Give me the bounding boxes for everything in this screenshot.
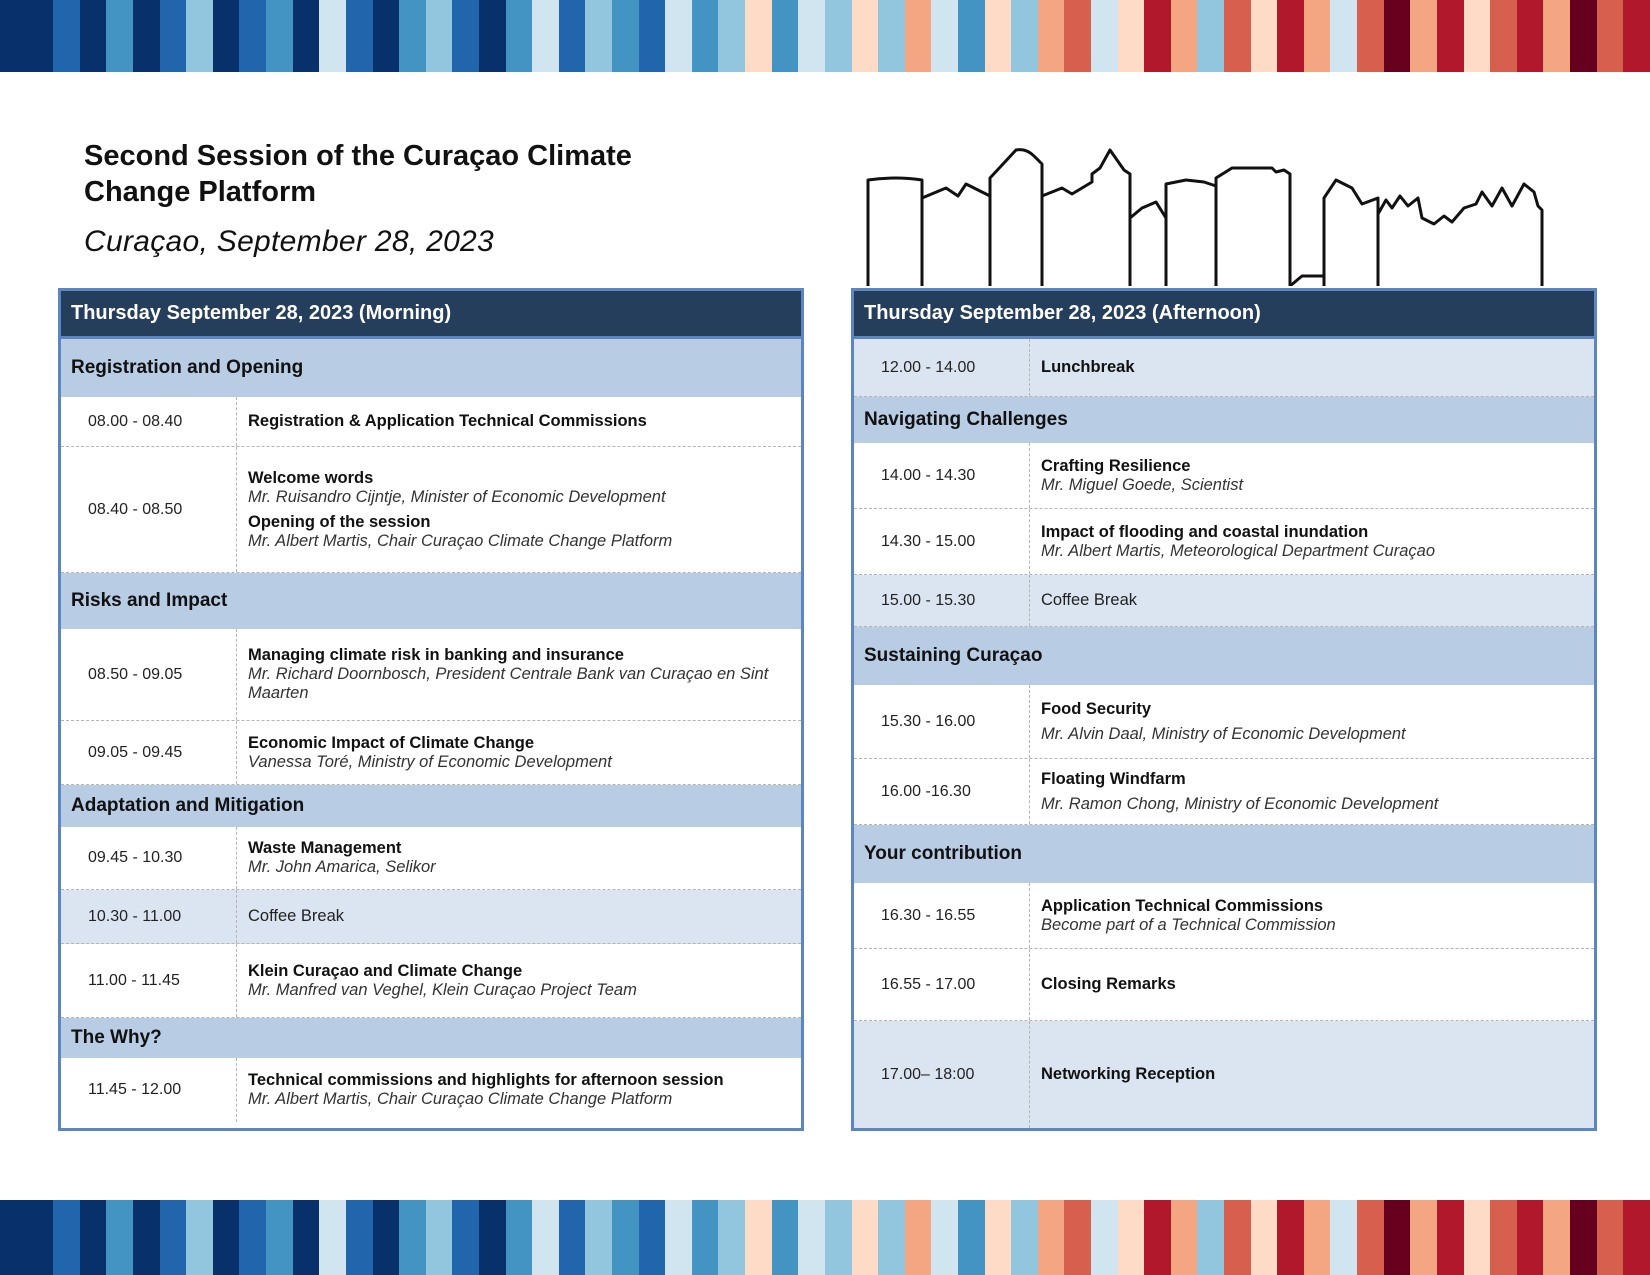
warming-stripe [532,1200,559,1275]
agenda-time: 16.55 - 17.00 [854,949,1030,1020]
agenda-description [237,629,801,720]
warming-stripe [80,1200,107,1275]
warming-stripe [346,0,373,72]
warming-stripe [1623,1200,1650,1275]
warming-stripe [1517,1200,1544,1275]
warming-stripe [106,1200,133,1275]
agenda-speaker: Mr. Albert Martis, Chair Curaçao Climate Change Platform [248,531,673,550]
agenda-row [854,685,1594,759]
agenda-time: 14.00 - 14.30 [854,443,1030,508]
warming-stripe [399,0,426,72]
warming-stripe [612,1200,639,1275]
warming-stripe [1277,1200,1304,1275]
agenda-title: Managing climate risk in banking and insurance [248,646,624,664]
agenda-speaker: Mr. Albert Martis, Chair Curaçao Climate Change Platform [248,1090,673,1108]
warming-stripe [1197,0,1224,72]
warming-stripe [133,0,160,72]
warming-stripe [1251,0,1278,72]
warming-stripe [1570,0,1597,72]
agenda-description [1030,1021,1594,1128]
warming-stripe [985,0,1012,72]
warming-stripe [1490,0,1517,72]
warming-stripe [1091,0,1118,72]
warming-stripe [718,1200,745,1275]
warming-stripe [373,0,400,72]
warming-stripe [1517,0,1544,72]
warming-stripe [1410,1200,1437,1275]
page-title: Second Session of the Curaçao Climate Change Platform [84,140,632,208]
section-adaptation-mitigation: Adaptation and Mitigation [61,785,801,827]
agenda-title: Technical commissions and highlights for afternoon session [248,1071,724,1089]
warming-stripe [160,0,187,72]
warming-stripe [0,0,27,72]
agenda-speaker: Mr. Manfred van Veghel, Klein Curaçao Project Team [248,980,637,999]
warming-stripe [239,1200,266,1275]
agenda-row-lunchbreak [854,339,1594,397]
warming-stripe [1171,1200,1198,1275]
warming-stripe [1011,0,1038,72]
warming-stripe [639,1200,666,1275]
agenda-title: Economic Impact of Climate Change [248,733,535,752]
agenda-description [1030,883,1594,948]
warming-stripe [452,0,479,72]
warming-stripe [53,1200,80,1275]
warming-stripe [506,1200,533,1275]
warming-stripe [479,1200,506,1275]
agenda-title: Klein Curaçao and Climate Change [248,961,523,980]
agenda-title: Welcome words [248,468,374,487]
warming-stripe [160,1200,187,1275]
agenda-title: Floating Windfarm [1041,769,1186,788]
warming-stripe [319,1200,346,1275]
warming-stripe [1570,1200,1597,1275]
morning-schedule-panel [58,288,804,1131]
agenda-time: 09.45 - 10.30 [61,827,237,889]
warming-stripe [319,0,346,72]
warming-stripe [426,1200,453,1275]
warming-stripe [1464,0,1491,72]
agenda-row [61,397,801,447]
warming-stripes-top [0,0,1650,72]
section-the-why: The Why? [61,1018,801,1058]
agenda-time: 08.00 - 08.40 [61,397,237,446]
warming-stripe [1277,0,1304,72]
warming-stripe [878,0,905,72]
agenda-row [854,509,1594,575]
warming-stripe [213,0,240,72]
agenda-time: 11.00 - 11.45 [61,944,237,1017]
warming-stripe [1490,1200,1517,1275]
section-your-contribution: Your contribution [854,825,1594,883]
warming-stripe [745,0,772,72]
warming-stripe [745,1200,772,1275]
agenda-time: 08.40 - 08.50 [61,447,237,572]
warming-stripe [213,1200,240,1275]
warming-stripe [133,1200,160,1275]
warming-stripe [266,0,293,72]
agenda-time: 15.30 - 16.00 [854,685,1030,758]
agenda-description [237,447,801,572]
agenda-description [237,1058,801,1122]
agenda-speaker: Mr. John Amarica, Selikor [248,858,436,876]
agenda-description [1030,685,1594,758]
agenda-description [1030,339,1594,396]
warming-stripe [373,1200,400,1275]
warming-stripe [585,0,612,72]
agenda-time: 16.30 - 16.55 [854,883,1030,948]
warming-stripe [1357,1200,1384,1275]
warming-stripe [825,1200,852,1275]
agenda-title: Waste Management [248,839,402,857]
agenda-description [1030,575,1594,626]
warming-stripe [585,1200,612,1275]
warming-stripe [452,1200,479,1275]
warming-stripe [0,1200,27,1275]
warming-stripe [1330,1200,1357,1275]
warming-stripe [1038,1200,1065,1275]
agenda-row [61,944,801,1018]
warming-stripe [1064,1200,1091,1275]
warming-stripe [1197,1200,1224,1275]
warming-stripe [1144,1200,1171,1275]
agenda-description [237,397,801,446]
warming-stripe [692,1200,719,1275]
warming-stripe [985,1200,1012,1275]
warming-stripe [1597,0,1624,72]
warming-stripe [532,0,559,72]
warming-stripe [1171,0,1198,72]
warming-stripe [1038,0,1065,72]
agenda-time: 11.45 - 12.00 [61,1058,237,1122]
agenda-time: 15.00 - 15.30 [854,575,1030,626]
warming-stripe [1118,0,1145,72]
warming-stripe [825,0,852,72]
warming-stripe [931,1200,958,1275]
section-sustaining-curacao: Sustaining Curaçao [854,627,1594,685]
agenda-row [854,883,1594,949]
section-navigating-challenges: Navigating Challenges [854,397,1594,443]
warming-stripe [852,1200,879,1275]
agenda-speaker: Mr. Ruisandro Cijntje, Minister of Economic Development [248,487,666,506]
warming-stripe [1011,1200,1038,1275]
agenda-description [1030,949,1594,1020]
agenda-title: Lunchbreak [1041,358,1135,376]
warming-stripe [1251,1200,1278,1275]
page-subtitle: Curaçao, September 28, 2023 [84,225,495,258]
section-risks-impact: Risks and Impact [61,573,801,629]
warming-stripe [878,1200,905,1275]
agenda-row [61,1058,801,1122]
agenda-description [1030,509,1594,574]
afternoon-header: Thursday September 28, 2023 (Afternoon) [854,291,1594,339]
agenda-description [1030,443,1594,508]
warming-stripe [798,0,825,72]
warming-stripe [798,1200,825,1275]
agenda-title: Impact of flooding and coastal inundation [1041,522,1369,541]
warming-stripes-bottom [0,1200,1650,1275]
warming-stripe [665,0,692,72]
agenda-description [237,827,801,889]
agenda-speaker: Mr. Miguel Goede, Scientist [1041,475,1244,494]
warming-stripe [479,0,506,72]
warming-stripe [1064,0,1091,72]
skyline-illustration [866,148,1586,286]
warming-stripe [1357,0,1384,72]
warming-stripe [559,0,586,72]
agenda-time: 16.00 -16.30 [854,759,1030,824]
agenda-description [1030,759,1594,824]
warming-stripe [772,0,799,72]
warming-stripe [905,1200,932,1275]
agenda-title: Closing Remarks [1041,975,1176,993]
agenda-speaker: Mr. Alvin Daal, Ministry of Economic Development [1041,724,1406,743]
warming-stripe [346,1200,373,1275]
agenda-row-coffee-break [61,890,801,944]
warming-stripe [239,0,266,72]
warming-stripe [692,0,719,72]
afternoon-schedule-panel [851,288,1597,1131]
warming-stripe [80,0,107,72]
agenda-row [854,949,1594,1021]
warming-stripe [1224,0,1251,72]
warming-stripe [1437,1200,1464,1275]
agenda-speaker: Become part of a Technical Commission [1041,915,1336,934]
agenda-time: 12.00 - 14.00 [854,339,1030,396]
warming-stripe [1623,0,1650,72]
warming-stripe [1384,1200,1411,1275]
agenda-row [854,443,1594,509]
warming-stripe [266,1200,293,1275]
agenda-time: 17.00– 18:00 [854,1021,1030,1128]
warming-stripe [106,0,133,72]
agenda-description [237,721,801,784]
warming-stripe [639,0,666,72]
agenda-row-networking [854,1021,1594,1128]
agenda-time: 09.05 - 09.45 [61,721,237,784]
warming-stripe [399,1200,426,1275]
warming-stripe [1543,1200,1570,1275]
agenda-title: Food Security [1041,699,1152,718]
warming-stripe [958,0,985,72]
warming-stripe [293,1200,320,1275]
agenda-description [237,890,801,943]
agenda-title: Coffee Break [248,907,345,925]
warming-stripe [559,1200,586,1275]
warming-stripe [665,1200,692,1275]
agenda-row [61,721,801,785]
agenda-time: 08.50 - 09.05 [61,629,237,720]
warming-stripe [1144,0,1171,72]
warming-stripe [1410,0,1437,72]
warming-stripe [1304,1200,1331,1275]
section-registration-opening: Registration and Opening [61,339,801,397]
agenda-title: Networking Reception [1041,1065,1216,1083]
warming-stripe [1091,1200,1118,1275]
warming-stripe [718,0,745,72]
warming-stripe [1304,0,1331,72]
agenda-time: 10.30 - 11.00 [61,890,237,943]
warming-stripe [1437,0,1464,72]
agenda-row [61,447,801,573]
warming-stripe [53,0,80,72]
warming-stripe [931,0,958,72]
agenda-speaker: Mr. Albert Martis, Meteorological Department Curaçao [1041,541,1436,560]
warming-stripe [852,0,879,72]
warming-stripe [1224,1200,1251,1275]
warming-stripe [1118,1200,1145,1275]
warming-stripe [293,0,320,72]
agenda-title: Coffee Break [1041,591,1138,609]
warming-stripe [506,0,533,72]
warming-stripe [426,0,453,72]
agenda-speaker: Mr. Richard Doornbosch, President Centrale Bank van Curaçao en Sint Maarten [248,665,769,702]
warming-stripe [186,1200,213,1275]
agenda-row [61,629,801,721]
agenda-time: 14.30 - 15.00 [854,509,1030,574]
agenda-title: Registration & Application Technical Commissions [248,412,647,430]
agenda-row [61,827,801,890]
agenda-title: Crafting Resilience [1041,456,1191,475]
agenda-speaker: Vanessa Toré, Ministry of Economic Development [248,752,612,771]
warming-stripe [1464,1200,1491,1275]
agenda-title: Opening of the session [248,512,431,531]
warming-stripe [1543,0,1570,72]
warming-stripe [958,1200,985,1275]
morning-header: Thursday September 28, 2023 (Morning) [61,291,801,339]
warming-stripe [772,1200,799,1275]
warming-stripe [186,0,213,72]
agenda-row-coffee-break [854,575,1594,627]
warming-stripe [905,0,932,72]
agenda-title: Application Technical Commissions [1041,896,1324,915]
warming-stripe [27,1200,54,1275]
warming-stripe [1330,0,1357,72]
warming-stripe [612,0,639,72]
agenda-speaker: Mr. Ramon Chong, Ministry of Economic Development [1041,794,1439,813]
warming-stripe [27,0,54,72]
warming-stripe [1597,1200,1624,1275]
agenda-description [237,944,801,1017]
agenda-row [854,759,1594,825]
warming-stripe [1384,0,1411,72]
